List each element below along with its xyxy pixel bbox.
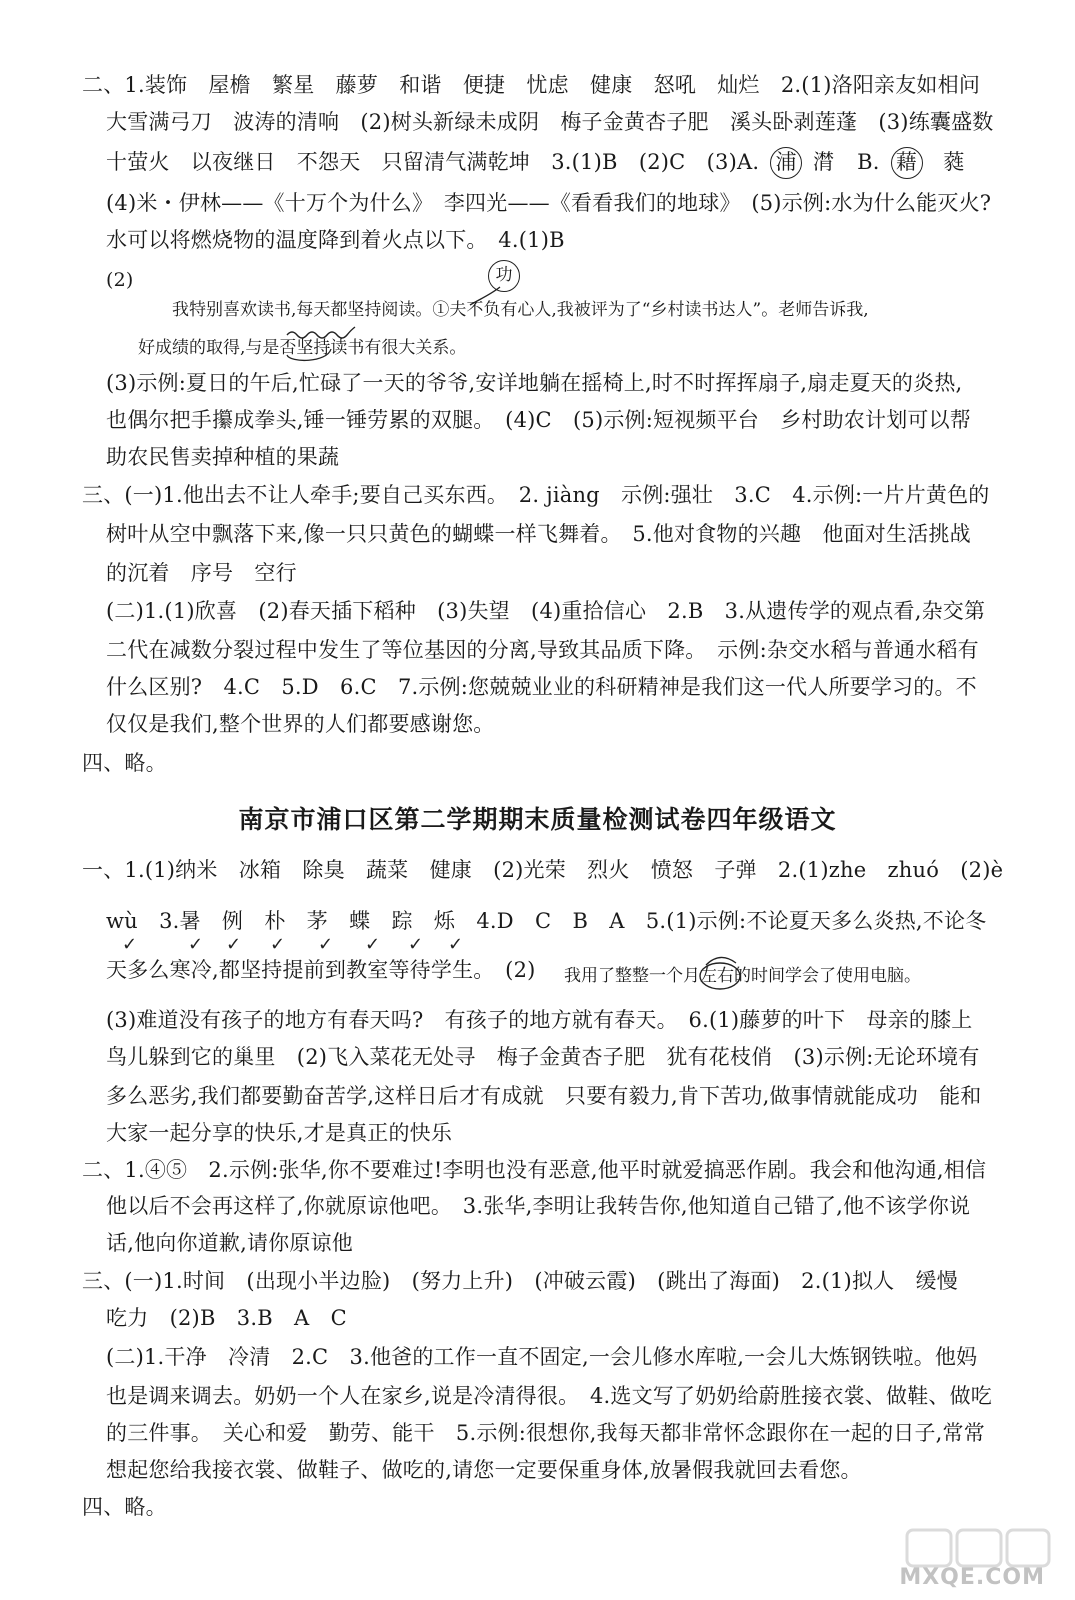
text-line: 大雪满弓刀 波涛的清响 (2)树头新绿未成阴 梅子金黄杏子肥 溪头卧剥莲蓬 (3)练囊盛数 — [106, 110, 994, 134]
text-line: (二)1.干净 冷清 2.C 3.他爸的工作一直不固定,一会儿修水库啦,一会儿大炼钢铁啦。他妈 — [106, 1345, 978, 1369]
section-title: 南京市浦口区第二学期期末质量检测试卷四年级语文 — [238, 805, 837, 834]
text-line: wù 3.暑 例 朴 茅 蝶 踪 烁 4.D C B A 5.(1)示例:不论夏天多么炎热,不论冬 — [106, 909, 987, 933]
text-line: 四、略。 — [82, 751, 167, 775]
check-mark: ✓ — [448, 934, 464, 955]
text-line: (3)难道没有孩子的地方有春天吗? 有孩子的地方就有春天。 6.(1)藤萝的叶下 母亲的膝上 — [106, 1008, 973, 1032]
text-line: 的三件事。 关心和爱 勤劳、能干 5.示例:很想你,我每天都非常怀念跟你在一起的日子,常常 — [106, 1421, 985, 1445]
watermark-text: MXQE.COM — [899, 1565, 1045, 1590]
circled-char: 藉 — [891, 147, 923, 179]
text-line: 二、1.④⑤ 2.示例:张华,你不要难过!李明也没有恶意,他平时就爱搞恶作剧。我会和他沟通,相信 — [82, 1158, 987, 1182]
text-line: 他以后不会再这样了,你就原谅他吧。 3.张华,李明让我转告你,他知道自己错了,他不该学你说 — [106, 1194, 971, 1218]
proofread-sentence: 我用了整整一个月左右的时间学会了使用电脑。 — [564, 966, 921, 986]
check-mark: ✓ — [270, 934, 286, 955]
text-line: 想起您给我接衣裳、做鞋子、做吃的,请您一定要保重身体,放暑假我就回去看您。 — [106, 1458, 862, 1482]
text-line: 什么区别? 4.C 5.D 6.C 7.示例:您兢兢业业的科研精神是我们这一代人所要学习的。不 — [106, 675, 977, 699]
text-line: 大家一起分享的快乐,才是真正的快乐 — [106, 1121, 453, 1145]
text-line: (3)示例:夏日的午后,忙碌了一天的爷爷,安详地躺在摇椅上,时不时挥挥扇子,扇走夏天的炎热, — [106, 371, 963, 395]
text-line-content: 十萤火 以夜继日 不怨天 只留清气满乾坤 3.(1)B (2)C (3)A. — [106, 150, 760, 174]
text-line: 二、1.装饰 屋檐 繁星 藤萝 和谐 便捷 忧虑 健康 怒吼 灿烂 2.(1)洛阳亲友如相问 — [82, 73, 981, 97]
text-line: 水可以将燃烧物的温度降到着火点以下。 4.(1)B — [106, 228, 565, 252]
text-line: 鸟儿躲到它的巢里 (2)飞入菜花无处寻 梅子金黄杏子肥 犹有花枝俏 (3)示例:无论环境有 — [106, 1045, 980, 1069]
insert-correction: 功 — [488, 260, 520, 292]
text-line: 也偶尔把手攥成拳头,锤一锤劳累的双腿。 (4)C (5)示例:短视频平台 乡村助农计划可以帮 — [106, 408, 972, 432]
text-line: 的沉着 序号 空行 — [106, 561, 297, 585]
text-line: 三、(一)1.时间 (出现小半边脸) (努力上升) (冲破云霞) (跳出了海面) 2.(1)拟人 缓慢 — [82, 1269, 958, 1293]
text-line: (二)1.(1)欣喜 (2)春天插下稻种 (3)失望 (4)重拾信心 2.B 3.从遗传学的观点看,杂交第 — [106, 599, 986, 623]
text-line: 四、略。 — [82, 1495, 167, 1519]
check-mark: ✓ — [318, 934, 334, 955]
plain-char: 蕤 — [943, 150, 965, 174]
text-line: 话,他向你道歉,请你原谅他 — [106, 1231, 353, 1255]
plain-char: 潸 — [813, 150, 835, 174]
text-line: (4)米・伊林——《十万个为什么》 李四光——《看看我们的地球》 (5)示例:水为什么能灭火? — [106, 191, 992, 215]
text-line: 三、(一)1.他出去不让人牵手;要自己买东西。 2. jiàng 示例:强壮 3.C 4.示例:一片片黄色的 — [82, 483, 990, 507]
text-line: 仅仅是我们,整个世界的人们都要感谢您。 — [106, 712, 495, 736]
check-mark: ✓ — [122, 934, 138, 955]
check-mark: ✓ — [365, 934, 381, 955]
text-line: 一、1.(1)纳米 冰箱 除臭 蔬菜 健康 (2)光荣 烈火 愤怒 子弹 2.(1)zhe zhuó (2)è — [82, 858, 1004, 882]
check-mark: ✓ — [188, 934, 204, 955]
check-mark: ✓ — [408, 934, 424, 955]
text-line: 吃力 (2)B 3.B A C — [106, 1306, 347, 1330]
circled-char: 浦 — [770, 147, 802, 179]
text-line: 天多么寒冷,都坚持提前到教室等待学生。 (2) — [106, 958, 536, 982]
option-label: B. — [857, 150, 880, 174]
text-line: 也是调来调去。奶奶一个人在家乡,说是冷清得很。 4.选文写了奶奶给蔚胜接衣裳、做鞋、做吃 — [106, 1384, 993, 1408]
text-line: 二代在减数分裂过程中发生了等位基因的分离,导致其品质下降。 示例:杂交水稻与普通水稻有 — [106, 638, 979, 662]
text-line: 树叶从空中飘落下来,像一只只黄色的蝴蝶一样飞舞着。 5.他对食物的兴趣 他面对生活挑战 — [106, 522, 971, 546]
text-line: 多么恶劣,我们都要勤奋苦学,这样日后才有成就 只要有毅力,肯下苦功,做事情就能成功 能和 — [106, 1084, 982, 1108]
check-mark: ✓ — [226, 934, 242, 955]
proofread-sentence: 好成绩的取得,与是否坚持读书有很大关系。 — [138, 338, 467, 358]
proofread-sentence: 我特别喜欢读书,每天都坚持阅读。①夫不负有心人,我被评为了“乡村读书达人”。老师告诉我, — [172, 300, 869, 320]
text-line: 助农民售卖掉种植的果蔬 — [106, 445, 340, 469]
text-line — [106, 147, 1045, 179]
text-line: (2) — [106, 269, 134, 291]
